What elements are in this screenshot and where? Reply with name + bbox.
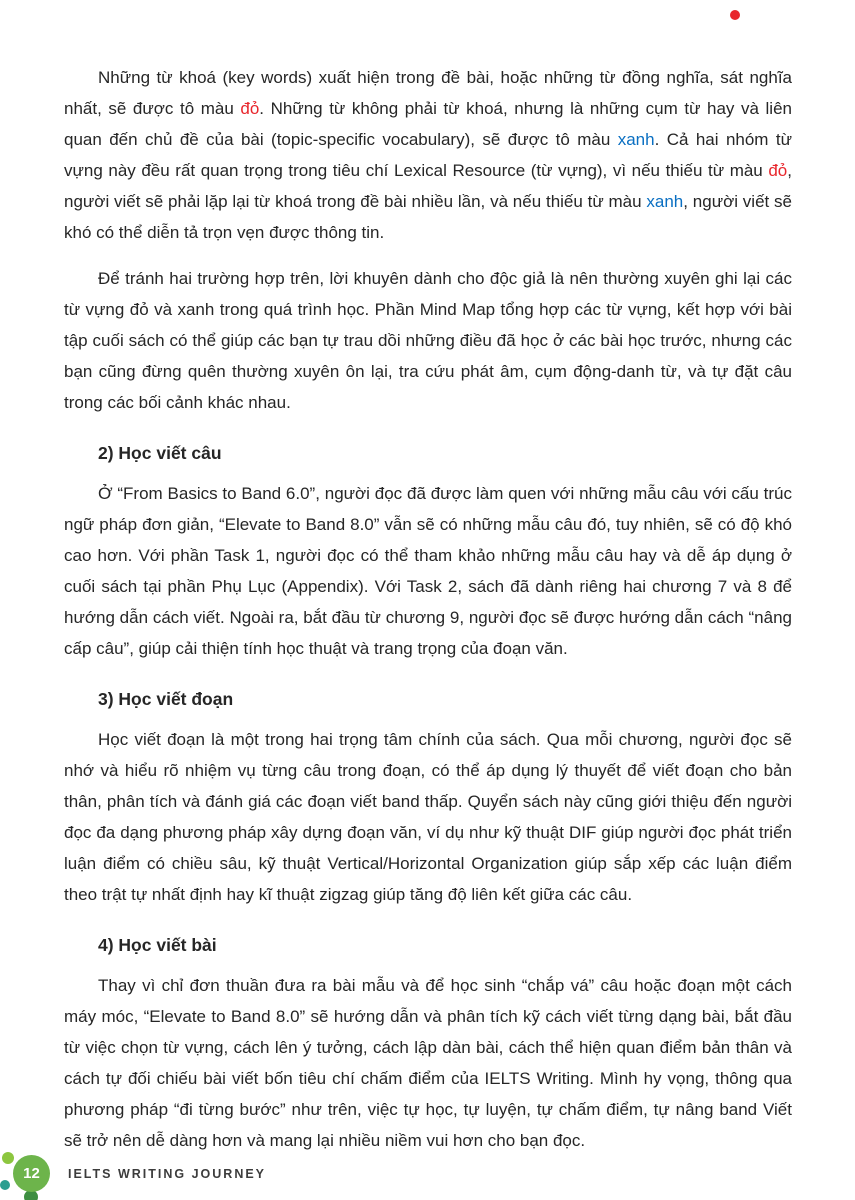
text-segment: Thay vì chỉ đơn thuần đưa ra bài mẫu và để học sinh “chắp vá” câu hoặc đoạn một cách máy móc, “Elevate to Band 8.0” sẽ hướng dẫn và phân tích kỹ cách viết từng dạng bài, bắt đầu từ việc chọn từ vựng, cách lên ý tưởng, cách lập dàn bài, cách thể hiện quan điểm bản thân và cách tự đối chiếu bài viết bốn tiêu chí chấm điểm của IELTS Writing. Mình hy vọng, thông qua phương pháp “đi từng bước” như trên, việc tự học, tự luyện, tự chấm điểm, tự nâng band Viết sẽ trở nên dễ dàng hơn và mang lại nhiều niềm vui hơn cho bạn đọc. xyxy=(64,976,792,1150)
text-segment: Những từ khoá (key words) xuất hiện trong đề bài, hoặc những từ đồng nghĩa, sát nghĩa nhất, sẽ được tô màu xyxy=(64,68,792,118)
section-heading xyxy=(64,932,792,958)
body-paragraph xyxy=(64,970,792,1156)
text-segment: Ở “From Basics to Band 6.0”, người đọc đã được làm quen với những mẫu câu với cấu trúc ngữ pháp đơn giản, “Elevate to Band 8.0” vẫn sẽ có những mẫu câu đó, tuy nhiên, sẽ có độ khó cao hơn. Với phần Task 1, người đọc có thể tham khảo những mẫu câu hay và dễ áp dụng ở cuối sách tại phần Phụ Lục (Appendix). Với Task 2, sách đã dành riêng hai chương 7 và 8 để hướng dẫn cách viết. Ngoài ra, bắt đầu từ chương 9, người đọc sẽ được hướng dẫn cách “nâng cấp câu”, giúp cải thiện tính học thuật và trang trọng của đoạn văn. xyxy=(64,484,792,658)
highlighted-word-blue: xanh xyxy=(617,130,655,149)
page-number: 12 xyxy=(13,1155,50,1192)
text-segment: Học viết đoạn là một trong hai trọng tâm chính của sách. Qua mỗi chương, người đọc sẽ nhớ và hiểu rõ nhiệm vụ từng câu trong đoạn, có thể áp dụng lý thuyết để viết đoạn cho bản thân, phân tích và đánh giá các đoạn viết band thấp. Quyển sách này cũng giới thiệu đến người đọc đa dạng phương pháp xây dựng đoạn văn, ví dụ như kỹ thuật DIF giúp người đọc phát triển luận điểm có chiều sâu, kỹ thuật Vertical/Horizontal Organization giúp sắp xếp các luận điểm theo trật tự nhất định hay kĩ thuật zigzag giúp tăng độ liên kết giữa các câu. xyxy=(64,730,792,904)
body-paragraph xyxy=(64,724,792,910)
text-segment: 3) Học viết đoạn xyxy=(98,689,234,709)
body-paragraph xyxy=(64,478,792,664)
logo-dot-icon xyxy=(2,1152,14,1164)
text-segment: . Cả hai nhóm từ vựng này đều rất quan trọng trong tiêu chí Lexical Resource (từ vựng), vì nếu thiếu từ màu xyxy=(64,130,792,180)
page-content xyxy=(64,62,792,1171)
section-heading xyxy=(64,686,792,712)
text-segment: . Những từ không phải từ khoá, nhưng là những cụm từ hay và liên quan đến chủ đề của bài (topic-specific vocabulary), sẽ được tô màu xyxy=(64,99,792,149)
text-segment: Để tránh hai trường hợp trên, lời khuyên dành cho độc giả là nên thường xuyên ghi lại các từ vựng đỏ và xanh trong quá trình học. Phần Mind Map tổng hợp các từ vựng, kết hợp với bài tập cuối sách có thể giúp các bạn tự trau dồi những điều đã học ở các bài học trước, nhưng các bạn cũng đừng quên thường xuyên ôn lại, tra cứu phát âm, cụm động-danh từ, và tự đặt câu trong các bối cảnh khác nhau. xyxy=(64,269,792,412)
body-paragraph xyxy=(64,62,792,248)
body-paragraph xyxy=(64,263,792,418)
text-segment: 2) Học viết câu xyxy=(98,443,222,463)
footer-book-title: IELTS WRITING JOURNEY xyxy=(68,1167,267,1181)
page-footer xyxy=(0,1142,855,1200)
decorative-red-dot-icon xyxy=(730,10,740,20)
section-heading xyxy=(64,440,792,466)
text-segment: , người viết sẽ khó có thể diễn tả trọn vẹn được thông tin. xyxy=(64,192,792,242)
text-segment: , người viết sẽ phải lặp lại từ khoá trong đề bài nhiều lần, và nếu thiếu từ màu xyxy=(64,161,792,211)
highlighted-word-blue: xanh xyxy=(646,192,684,211)
page-number-logo xyxy=(0,1142,70,1200)
highlighted-word-red: đỏ xyxy=(240,99,260,118)
text-segment: 4) Học viết bài xyxy=(98,935,217,955)
logo-dot-icon xyxy=(0,1180,10,1190)
highlighted-word-red: đỏ xyxy=(768,161,788,180)
